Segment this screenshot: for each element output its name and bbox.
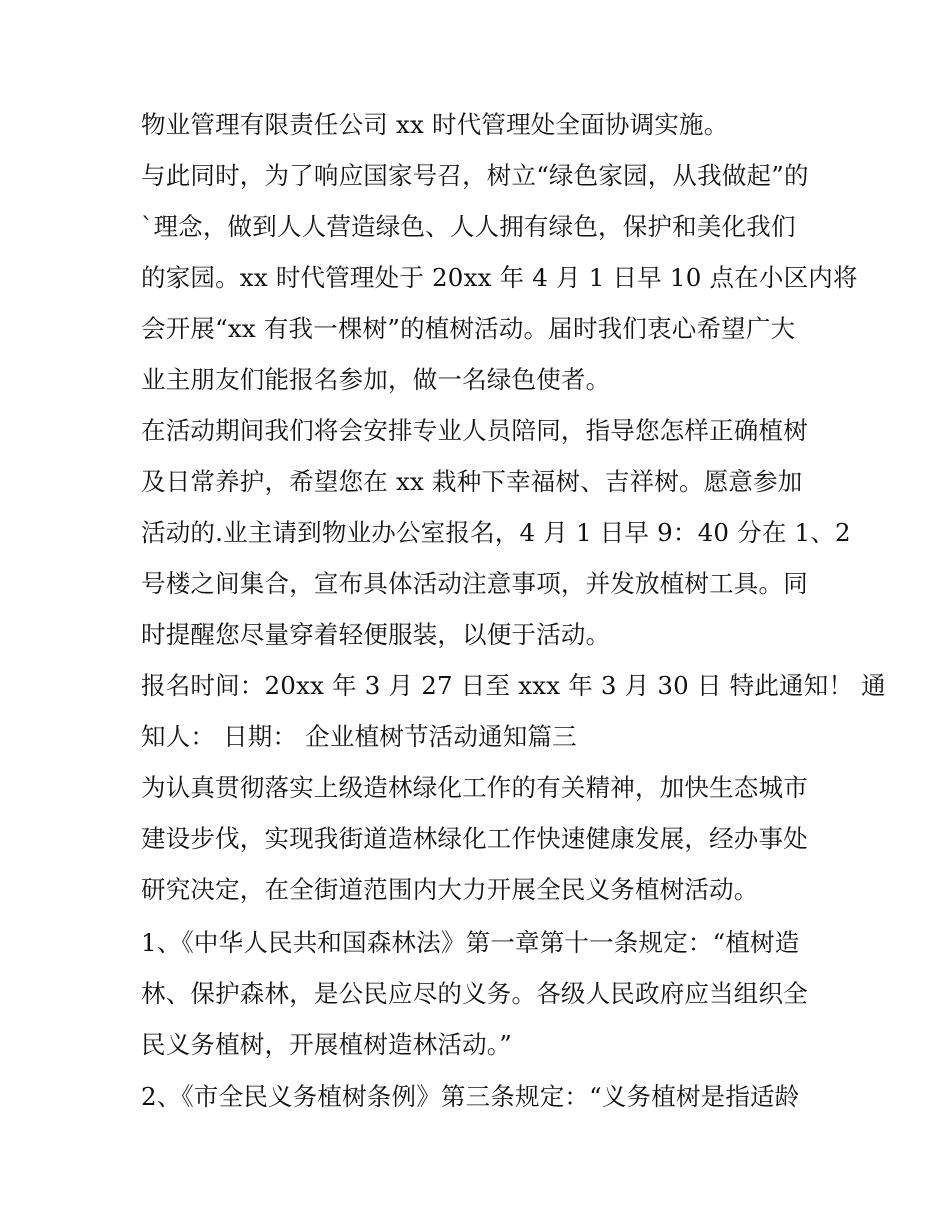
text-line: 为认真贯彻落实上级造林绿化工作的有关精神，加快生态城市 [141, 773, 808, 802]
text-line: 的家园。xx 时代管理处于 20xx 年 4 月 1 日早 10 点在小区内将 [141, 263, 858, 292]
text-line: 1、《中华人民共和国森林法》第一章第十一条规定：“植树造 [141, 928, 800, 957]
text-line: 在活动期间我们将会安排专业人员陪同，指导您怎样正确植树 [141, 416, 808, 445]
text-line: 2、《市全民义务植树条例》第三条规定：“义务植树是指适龄 [141, 1082, 800, 1111]
text-line: 活动的.业主请到物业办公室报名，4 月 1 日早 9：40 分在 1、2 [141, 518, 851, 547]
text-line: 物业管理有限责任公司 xx 时代管理处全面协调实施。 [141, 110, 729, 139]
text-line: 知人： 日期： 企业植树节活动通知篇三 [141, 722, 577, 751]
text-line: 研究决定，在全街道范围内大力开展全民义务植树活动。 [141, 875, 759, 904]
text-line: 民义务植树，开展植树造林活动。” [141, 1030, 512, 1059]
text-line: 及日常养护，希望您在 xx 栽种下幸福树、吉祥树。愿意参加 [141, 467, 803, 496]
text-line: 建设步伐，实现我街道造林绿化工作快速健康发展，经办事处 [141, 824, 808, 853]
text-line: 业主朋友们能报名参加，做一名绿色使者。 [141, 365, 611, 394]
text-line: `理念，做到人人营造绿色、人人拥有绿色，保护和美化我们 [141, 212, 796, 241]
text-line: 报名时间：20xx 年 3 月 27 日至 xxx 年 3 月 30 日 特此通知！ 通 [141, 671, 886, 700]
text-line: 会开展“xx 有我一棵树”的植树活动。届时我们衷心希望广大 [141, 314, 796, 343]
text-line: 时提醒您尽量穿着轻便服装，以便于活动。 [141, 620, 611, 649]
text-line: 林、保护森林，是公民应尽的义务。各级人民政府应当组织全 [141, 979, 808, 1008]
text-line: 与此同时，为了响应国家号召，树立“绿色家园，从我做起”的 [141, 161, 809, 190]
text-line: 号楼之间集合，宣布具体活动注意事项，并发放植树工具。同 [141, 569, 808, 598]
